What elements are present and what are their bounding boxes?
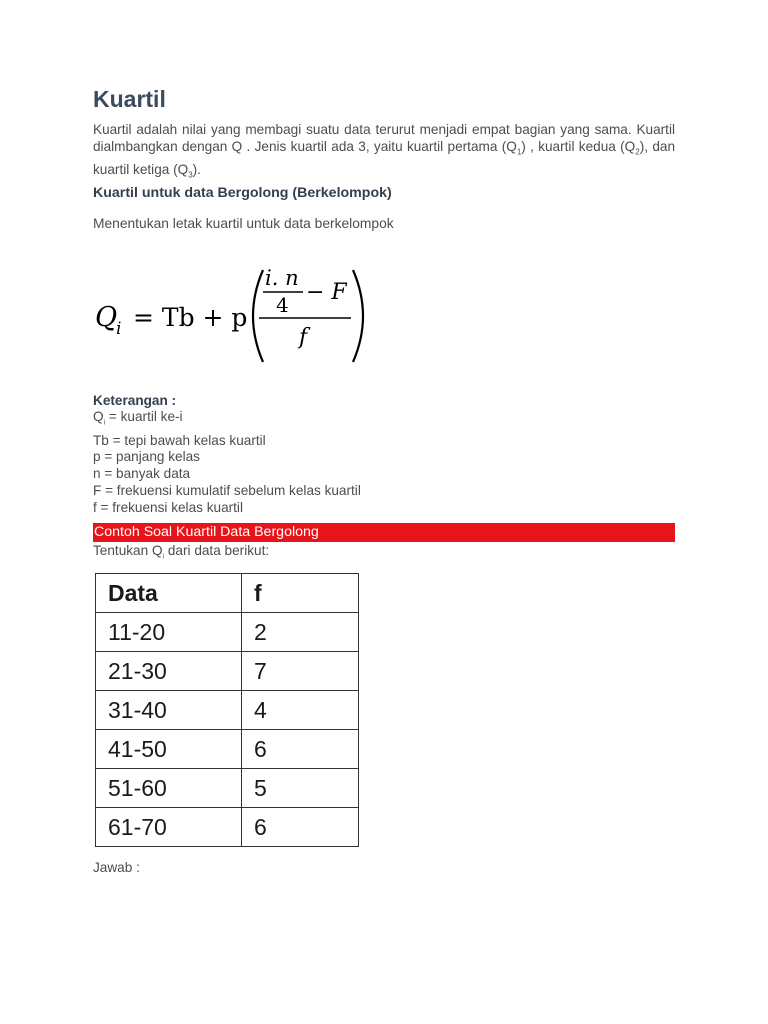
intro-paragraph: [93, 121, 675, 183]
data-cell: 31-40: [96, 691, 242, 730]
formula-num-top: i. n: [265, 266, 299, 290]
example-banner: Contoh Soal Kuartil Data Bergolong: [93, 523, 675, 542]
frequency-cell: 4: [242, 691, 359, 730]
intro-subscript: 3: [188, 170, 193, 180]
table-row: [96, 613, 359, 652]
intro-text: Kuartil adalah nilai yang membagi suatu data terurut menjadi empat bagian yang sama. Kuartil dialmbangkan dengan Q . Jenis kuartil ada 3, yaitu kuartil pertama (Q: [93, 122, 675, 154]
intro-subscript: 2: [635, 147, 640, 157]
data-cell: 51-60: [96, 769, 242, 808]
frequency-cell: 6: [242, 808, 359, 847]
item-text: p = panjang kelas: [93, 449, 200, 465]
table-row: [96, 730, 359, 769]
quartile-formula: [93, 258, 383, 370]
item-text: F = frekuensi kumulatif sebelum kelas kuartil: [93, 482, 361, 498]
formula-lhs: Q: [95, 302, 118, 333]
item-text: = kuartil ke-i: [105, 409, 183, 424]
keterangan-item: [93, 433, 361, 450]
frequency-cell: 2: [242, 613, 359, 652]
task-text: [93, 543, 269, 561]
formula-equals-part: = Tb + p: [133, 303, 248, 332]
formula-denominator: f: [299, 325, 308, 350]
keterangan-item: [93, 483, 361, 500]
page-title: Kuartil: [93, 86, 166, 112]
task-subscript: i: [162, 553, 165, 561]
data-cell: 41-50: [96, 730, 242, 769]
item-subscript: i: [103, 419, 106, 427]
column-header-data: Data: [96, 574, 242, 613]
left-paren: [253, 270, 263, 362]
data-cell: 61-70: [96, 808, 242, 847]
keterangan-item: [93, 449, 361, 466]
formula-num-bottom: 4: [276, 293, 289, 317]
table-row: [96, 691, 359, 730]
task-pre: Tentukan Q: [93, 543, 163, 558]
frequency-cell: 6: [242, 730, 359, 769]
frequency-cell: 7: [242, 652, 359, 691]
right-paren: [353, 270, 363, 362]
item-text: f = frekuensi kelas kuartil: [93, 499, 243, 515]
frequency-table: [95, 573, 359, 847]
data-cell: 11-20: [96, 613, 242, 652]
keterangan-item: [93, 500, 361, 517]
table-row: [96, 652, 359, 691]
keterangan-item: [93, 466, 361, 483]
item-text: n = banyak data: [93, 466, 191, 482]
task-post: dari data berikut:: [164, 543, 270, 558]
item-symbol: Q: [93, 409, 104, 424]
formula-minus-f: − F: [306, 280, 347, 305]
table-row: [96, 808, 359, 847]
answer-label: Jawab :: [93, 860, 140, 875]
section-subtitle: Kuartil untuk data Bergolong (Berkelompok): [93, 185, 392, 201]
intro-text: ).: [192, 161, 201, 177]
item-text: Tb = tepi bawah kelas kuartil: [93, 432, 266, 448]
formula-lhs-subscript: i: [116, 319, 122, 339]
data-cell: 21-30: [96, 652, 242, 691]
intro-subscript: 1: [516, 147, 522, 157]
column-header-f: f: [242, 574, 359, 613]
table-row: [96, 769, 359, 808]
lead-text: Menentukan letak kuartil untuk data berkelompok: [93, 216, 394, 231]
keterangan-list: [93, 409, 361, 517]
frequency-cell: 5: [242, 769, 359, 808]
intro-text: ) , kuartil kedua (Q: [521, 139, 636, 154]
keterangan-title: Keterangan :: [93, 393, 177, 408]
table-header-row: [96, 574, 359, 613]
intro-text: ), dan kuartil ketiga (Q: [93, 139, 676, 177]
keterangan-item: [93, 409, 361, 433]
